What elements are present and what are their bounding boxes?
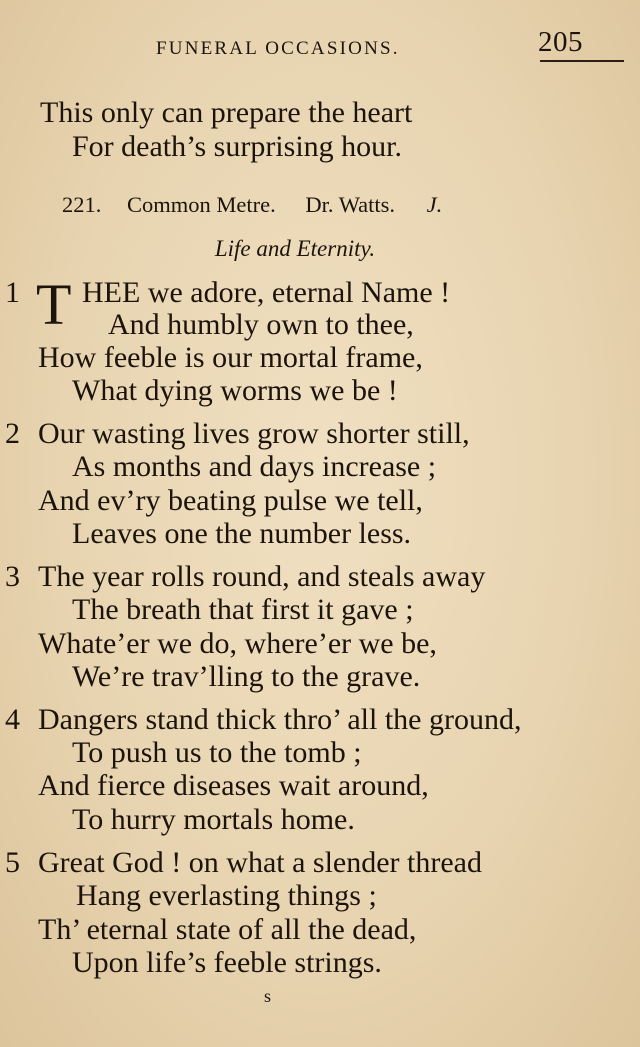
signature-mark: s: [264, 986, 272, 1006]
verse-number: 3: [5, 560, 20, 593]
page-number: 205: [538, 26, 583, 58]
verse-number: 4: [5, 703, 20, 736]
drop-cap: T: [36, 272, 72, 337]
hymn-key: J.: [426, 192, 443, 217]
verse-line: To hurry mortals home.: [72, 803, 355, 836]
previous-hymn-line: This only can prepare the heart: [40, 96, 413, 129]
verse-line: And humbly own to thee,: [108, 308, 414, 341]
header-rule: [540, 60, 624, 62]
verse-line: How feeble is our mortal frame,: [38, 341, 423, 374]
verse-line: And ev’ry beating pulse we tell,: [38, 484, 423, 517]
verse-line: Our wasting lives grow shorter still,: [38, 417, 470, 450]
verse-line: Hang everlasting things ;: [76, 879, 377, 912]
verse-line: Upon life’s feeble strings.: [72, 946, 382, 979]
verse-line: To push us to the tomb ;: [72, 736, 362, 769]
verse-line: HEE we adore, eternal Name !: [82, 276, 451, 309]
hymn-number: 221.: [62, 192, 102, 217]
verse-line: The breath that first it gave ;: [72, 593, 414, 626]
verse-line: Whate’er we do, where’er we be,: [38, 627, 437, 660]
verse-line: Great God ! on what a slender thread: [38, 846, 482, 879]
hymn-header: [62, 192, 442, 218]
verse-line: The year rolls round, and steals away: [38, 560, 486, 593]
verse-line: Th’ eternal state of all the dead,: [38, 913, 417, 946]
hymn-subject: Life and Eternity.: [214, 236, 376, 261]
hymn-metre: Common Metre.: [127, 192, 276, 217]
hymn-author: Dr. Watts.: [305, 192, 396, 217]
verse-number: 1: [5, 276, 20, 309]
verse-number: 2: [5, 417, 20, 450]
verse-line: As months and days increase ;: [72, 450, 437, 483]
verse-line: Dangers stand thick thro’ all the ground,: [38, 703, 522, 736]
verse-line: We’re trav’lling to the grave.: [72, 660, 421, 693]
verse-line: Leaves one the number less.: [72, 517, 412, 550]
running-head: FUNERAL OCCASIONS.: [156, 38, 400, 59]
previous-hymn-line: For death’s surprising hour.: [72, 130, 402, 163]
verse-line: And fierce diseases wait around,: [38, 769, 429, 802]
verse-line: What dying worms we be !: [72, 374, 398, 407]
verse-number: 5: [5, 846, 20, 879]
